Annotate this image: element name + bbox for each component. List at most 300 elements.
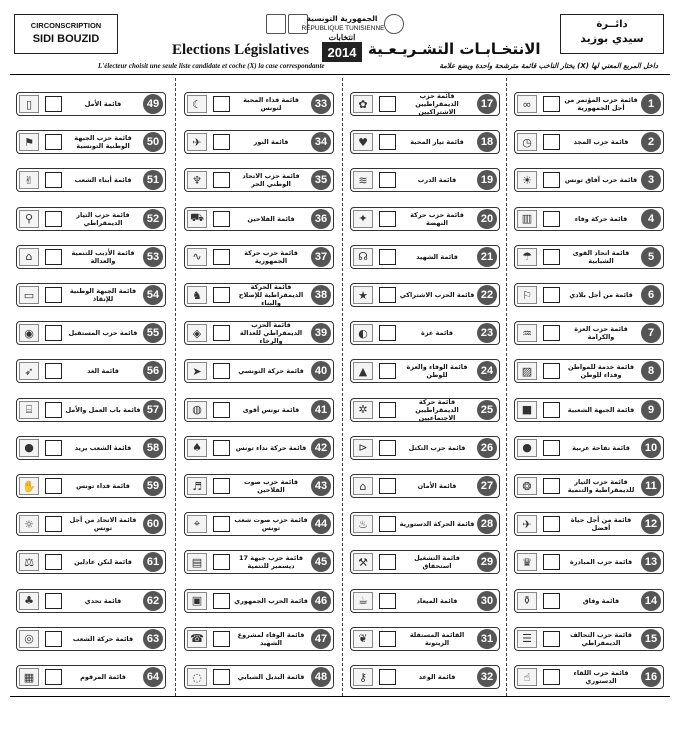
candidate-list-item (350, 283, 500, 307)
list-name: قائمة الحركة الدستورية (399, 520, 475, 529)
list-name: قائمة الحزب الاشتراكي (399, 291, 475, 299)
list-name: قائمة حركة التونسي (238, 367, 304, 376)
list-number-badge: 45 (311, 552, 331, 572)
vote-checkbox[interactable] (379, 554, 396, 570)
blue-bird-icon: ✦ (353, 210, 373, 228)
candidate-list-item (514, 321, 664, 345)
vote-checkbox[interactable] (379, 593, 396, 609)
list-number-badge: 61 (143, 552, 163, 572)
candidate-list-item (184, 512, 334, 536)
candidate-list-item (184, 589, 334, 613)
list-name: قائمة تحدي (84, 596, 122, 605)
list-name: قائمة الأمل (84, 100, 122, 108)
vote-checkbox[interactable] (213, 325, 230, 341)
list-number-badge: 24 (477, 361, 497, 381)
list-number-badge: 5 (641, 247, 661, 267)
list-number-badge: 27 (477, 476, 497, 496)
list-name: قائمة حزب المستقبل (68, 329, 138, 338)
list-number-badge: 7 (641, 323, 661, 343)
arrow-icon: ➤ (187, 362, 207, 380)
vote-checkbox[interactable] (45, 211, 62, 227)
candidate-list-item (16, 589, 166, 613)
olive-icon: ❦ (353, 630, 373, 648)
emblem-icon: ◈ (187, 324, 207, 342)
list-number-badge: 63 (143, 629, 163, 649)
tractor-icon: ⛟ (187, 210, 207, 228)
list-number-badge: 28 (477, 514, 497, 534)
fish-icon: ⊳ (353, 439, 373, 457)
vote-checkbox[interactable] (213, 172, 230, 188)
pattern-icon: ▦ (19, 668, 39, 686)
satellite-icon: ⌖ (187, 515, 207, 533)
fist-icon: ● (19, 439, 39, 457)
candidate-list-item (16, 168, 166, 192)
vote-checkbox[interactable] (543, 325, 560, 341)
glasses-icon: ∞ (517, 95, 537, 113)
vote-checkbox[interactable] (543, 478, 560, 494)
gate-icon: ⌸ (19, 401, 39, 419)
scale-icon: ⚖ (19, 553, 39, 571)
list-number-badge: 17 (477, 94, 497, 114)
vote-checkbox[interactable] (543, 96, 560, 112)
small-flag-icon: ⚐ (517, 286, 537, 304)
wafa-logo-icon: ▥ (517, 210, 537, 228)
list-number-badge: 51 (143, 170, 163, 190)
candidate-list-item (16, 283, 166, 307)
wave-icon: ∿ (187, 248, 207, 266)
header-divider (10, 74, 670, 75)
list-name: قائمة حزب التيار للديمقراطية والتنمية (567, 478, 635, 494)
vote-checkbox[interactable] (379, 402, 396, 418)
victory-icon: ✌ (19, 171, 39, 189)
candidate-list-item (184, 283, 334, 307)
vase-icon: ⚱ (517, 592, 537, 610)
list-number-badge: 52 (143, 209, 163, 229)
candidate-list-item (184, 321, 334, 345)
vote-checkbox[interactable] (379, 134, 396, 150)
candidate-list-item (184, 359, 334, 383)
house-icon: ⌂ (353, 477, 373, 495)
instruction-fr: L'électeur choisit une seule liste candidate et coche (X) la case correspondante (98, 62, 325, 70)
list-name: قائمة باب العمل والأمل (65, 405, 141, 414)
list-name: قائمة التشغيل استحقاق (414, 554, 460, 571)
vote-checkbox[interactable] (543, 516, 560, 532)
list-number-badge: 19 (477, 170, 497, 190)
vote-checkbox[interactable] (45, 249, 62, 265)
candidate-list-item (16, 92, 166, 116)
lightbulb-icon: ☼ (19, 515, 39, 533)
vote-checkbox[interactable] (213, 96, 230, 112)
vote-checkbox[interactable] (45, 516, 62, 532)
list-number-badge: 20 (477, 209, 497, 229)
list-name: قائمة حزب حركة الجمهورية (244, 248, 298, 265)
candidate-list-item (350, 130, 500, 154)
vote-checkbox[interactable] (379, 631, 396, 647)
palm-icon: ♠ (187, 439, 207, 457)
list-number-badge: 46 (311, 591, 331, 611)
list-name: قائمة الشعب يريد (74, 443, 132, 452)
candidate-list-item (350, 550, 500, 574)
text-logo-icon: ☰ (517, 630, 537, 648)
list-name: قائمة الجبهة الشعبية (567, 405, 635, 414)
candidate-list-item (184, 130, 334, 154)
vote-checkbox[interactable] (543, 287, 560, 303)
list-number-badge: 8 (641, 361, 661, 381)
candidate-list-item (184, 436, 334, 460)
vote-checkbox[interactable] (543, 402, 560, 418)
vote-checkbox[interactable] (213, 249, 230, 265)
list-number-badge: 42 (311, 438, 331, 458)
circle-logo-icon: ◉ (19, 324, 39, 342)
list-name: قائمة عزة (420, 329, 454, 338)
flag-icon: ⚑ (19, 133, 39, 151)
vote-checkbox[interactable] (543, 211, 560, 227)
candidate-list-item (184, 665, 334, 689)
list-number-badge: 47 (311, 629, 331, 649)
list-name: قائمة الأمان (417, 482, 457, 490)
vote-checkbox[interactable] (45, 325, 62, 341)
vote-checkbox[interactable] (45, 96, 62, 112)
tree-icon: ♣ (19, 592, 39, 610)
vote-checkbox[interactable] (379, 440, 396, 456)
list-number-badge: 50 (143, 132, 163, 152)
list-name: قائمة الحزب الجمهوري (234, 596, 308, 605)
torch-icon: ♨ (353, 515, 373, 533)
isie-logo-icon (266, 14, 286, 34)
map-icon: ◍ (187, 401, 207, 419)
list-name: قائمة البديل الشبابي (237, 673, 305, 681)
candidate-list-item (514, 130, 664, 154)
vote-checkbox[interactable] (379, 249, 396, 265)
vote-checkbox[interactable] (45, 363, 62, 379)
list-number-badge: 25 (477, 400, 497, 420)
candidate-list-item (350, 359, 500, 383)
list-name: قائمة الوفاء لمشروع الشهيد (237, 630, 305, 647)
vote-checkbox[interactable] (45, 440, 62, 456)
circonscription-ar-value: سيدي بوزيد (580, 32, 644, 45)
candidate-list-item (350, 512, 500, 536)
hand-up-icon: ☝ (517, 668, 537, 686)
round-emblem-icon: ❂ (517, 477, 537, 495)
list-number-badge: 11 (641, 476, 661, 496)
logo-top-text: انتخابات (328, 33, 356, 42)
vote-checkbox[interactable] (379, 669, 396, 685)
rooster-icon: ♬ (187, 477, 207, 495)
candidate-list-item (514, 92, 664, 116)
list-name: قائمة لنكن عادلين (74, 558, 132, 567)
list-number-badge: 23 (477, 323, 497, 343)
list-number-badge: 14 (641, 591, 661, 611)
list-name: قائمة فداء المحبة لتونس (243, 96, 299, 112)
list-name: قائمة وفاق (582, 596, 620, 605)
vote-checkbox[interactable] (379, 96, 396, 112)
candidate-list-item (16, 436, 166, 460)
vote-checkbox[interactable] (543, 669, 560, 685)
list-name: قائمة أبناء الشعب (74, 176, 132, 185)
list-number-badge: 58 (143, 438, 163, 458)
list-name: قائمة حزب التحالف الديمقراطي (570, 630, 632, 647)
list-name: قائمة حزب صوت الفلاحين (243, 478, 299, 494)
vote-checkbox[interactable] (543, 554, 560, 570)
candidate-list-item (350, 92, 500, 116)
candidate-list-item (16, 359, 166, 383)
vote-checkbox[interactable] (379, 287, 396, 303)
phone-icon: ☎ (187, 630, 207, 648)
list-name: قائمة تونس أقوى (242, 405, 300, 414)
list-name: قائمة الأدبب للتنمية والعدالة (71, 248, 135, 265)
list-name: قائمة المرقوم (80, 673, 126, 681)
hands-icon: ☊ (353, 248, 373, 266)
list-number-badge: 22 (477, 285, 497, 305)
list-name: قائمة حزب المؤتمر من أجل الجمهورية (564, 96, 638, 112)
candidate-list-item (16, 207, 166, 231)
list-number-badge: 41 (311, 400, 331, 420)
list-number-badge: 38 (311, 285, 331, 305)
vote-checkbox[interactable] (213, 134, 230, 150)
candidate-list-item (184, 168, 334, 192)
vote-checkbox[interactable] (543, 440, 560, 456)
candidate-list-item (350, 168, 500, 192)
vote-checkbox[interactable] (45, 554, 62, 570)
list-name: قائمة الفلاحين (247, 214, 295, 223)
sun-icon: ☀ (517, 171, 537, 189)
vote-checkbox[interactable] (45, 478, 62, 494)
vote-checkbox[interactable] (543, 134, 560, 150)
horse-icon: ♞ (187, 286, 207, 304)
vote-checkbox[interactable] (213, 516, 230, 532)
ballot-header (0, 0, 680, 78)
candidate-list-item (350, 474, 500, 498)
candidate-list-item (350, 398, 500, 422)
candidate-list-item (184, 398, 334, 422)
candidate-list-item (514, 436, 664, 460)
candidate-list-item (16, 512, 166, 536)
globe-icon: ◐ (353, 324, 373, 342)
road-icon: ≋ (353, 171, 373, 189)
list-number-badge: 60 (143, 514, 163, 534)
list-number-badge: 43 (311, 476, 331, 496)
landscape-icon: ▲ (353, 362, 373, 380)
candidate-list-item (184, 207, 334, 231)
list-name: قائمة حزب جبهة 17 ديسمبر للتنمية (238, 554, 304, 571)
star-icon: ★ (353, 286, 373, 304)
list-number-badge: 6 (641, 285, 661, 305)
list-number-badge: 12 (641, 514, 661, 534)
republic-ar: الجمهورية التونسية (306, 14, 378, 23)
mosque-icon: ⌂ (19, 248, 39, 266)
list-name: قائمة النور (253, 138, 289, 147)
circonscription-box-ar (560, 14, 664, 54)
vote-checkbox[interactable] (213, 402, 230, 418)
list-number-badge: 57 (143, 400, 163, 420)
list-number-badge: 13 (641, 552, 661, 572)
banner-icon: ▭ (19, 286, 39, 304)
candidate-list-item (184, 627, 334, 651)
candidate-list-item (514, 283, 664, 307)
list-name: قائمة الميعاد (416, 596, 458, 605)
list-name: قائمة حزب آفاق تونس (564, 176, 638, 185)
list-name: قائمة حزب المبادرة (569, 558, 633, 567)
vote-checkbox[interactable] (45, 593, 62, 609)
list-number-badge: 4 (641, 209, 661, 229)
list-name: قائمة الجبهة الوطنية للإنقاذ (69, 287, 137, 303)
list-name: قائمة حزب الجبهة الوطنية التونسية (74, 134, 132, 151)
candidate-list-item (16, 398, 166, 422)
vote-checkbox[interactable] (379, 363, 396, 379)
list-name: قائمة الدرب (417, 176, 457, 185)
list-name: قائمة حزب اللقاء الدستوري (573, 669, 629, 685)
circonscription-value: SIDI BOUZID (32, 33, 100, 45)
candidate-list-item (514, 474, 664, 498)
list-name: قائمة تيار المحبة (410, 138, 464, 147)
vote-checkbox[interactable] (213, 478, 230, 494)
vote-checkbox[interactable] (45, 134, 62, 150)
title-ar: الانتخـابـات التشـريـعـية (368, 40, 541, 58)
vote-checkbox[interactable] (379, 172, 396, 188)
vote-checkbox[interactable] (379, 211, 396, 227)
vote-checkbox[interactable] (45, 631, 62, 647)
candidate-list-item (184, 92, 334, 116)
circonscription-label: CIRCONSCRIPTION (30, 21, 102, 30)
square-logo-icon: ■ (517, 401, 537, 419)
candidate-list-item (350, 627, 500, 651)
list-number-badge: 26 (477, 438, 497, 458)
apple-icon: ● (517, 439, 537, 457)
list-number-badge: 40 (311, 361, 331, 381)
logo-year: 2014 (327, 45, 357, 60)
spiral-icon: ◌ (187, 668, 207, 686)
mushroom-icon: ☂ (517, 248, 537, 266)
footer-divider (10, 696, 670, 697)
list-number-badge: 35 (311, 170, 331, 190)
instruction-ar: يختار الناخب قائمة مترشحة واحدة ويضع علامة (X) داخل المربع المعني لها (439, 62, 658, 70)
candidate-list-item (350, 665, 500, 689)
candidate-list-item (16, 130, 166, 154)
republic-fr: RÉPUBLIQUE TUNISIENNE (301, 25, 385, 32)
vote-checkbox[interactable] (213, 211, 230, 227)
list-name: قائمة حزب المجد (573, 138, 629, 147)
column-separator (506, 78, 507, 696)
list-number-badge: 36 (311, 209, 331, 229)
list-name: قائمة خدمة للمواطن وفداء للوطن (567, 363, 635, 380)
list-number-badge: 64 (143, 667, 163, 687)
candidate-list-item (514, 665, 664, 689)
vote-checkbox[interactable] (45, 287, 62, 303)
vote-checkbox[interactable] (379, 478, 396, 494)
vote-checkbox[interactable] (213, 631, 230, 647)
list-name: قائمة فداء تونس (76, 482, 130, 490)
list-number-badge: 29 (477, 552, 497, 572)
vote-checkbox[interactable] (379, 516, 396, 532)
list-name: قائمة الحركة الديمقراطية للإصلاح والبناء (238, 283, 304, 307)
candidate-list-item (184, 245, 334, 269)
vote-checkbox[interactable] (213, 287, 230, 303)
vote-checkbox[interactable] (213, 440, 230, 456)
candidate-list-item (184, 550, 334, 574)
list-number-badge: 56 (143, 361, 163, 381)
eagle-icon: ♆ (187, 171, 207, 189)
vote-checkbox[interactable] (379, 325, 396, 341)
list-number-badge: 1 (641, 94, 661, 114)
door-icon: ▯ (19, 95, 39, 113)
list-number-badge: 59 (143, 476, 163, 496)
bird-icon: ➶ (19, 362, 39, 380)
candidate-list-item (514, 589, 664, 613)
candidate-list-item (350, 436, 500, 460)
coat-of-arms-icon (384, 14, 404, 34)
list-number-badge: 37 (311, 247, 331, 267)
list-number-badge: 33 (311, 94, 331, 114)
vote-checkbox[interactable] (543, 249, 560, 265)
vote-checkbox[interactable] (45, 669, 62, 685)
dove-icon: ✈ (187, 133, 207, 151)
list-number-badge: 21 (477, 247, 497, 267)
vote-checkbox[interactable] (543, 631, 560, 647)
title-fr: Elections Législatives (172, 42, 310, 58)
candidate-list-item (16, 245, 166, 269)
vote-checkbox[interactable] (213, 554, 230, 570)
list-number-badge: 49 (143, 94, 163, 114)
candidate-list-item (514, 550, 664, 574)
list-name: قائمة اتحاد القوى الشبابية (572, 248, 630, 265)
crescent-icon: ☾ (187, 95, 207, 113)
vote-checkbox[interactable] (45, 402, 62, 418)
list-number-badge: 44 (311, 514, 331, 534)
vote-checkbox[interactable] (213, 593, 230, 609)
list-number-badge: 62 (143, 591, 163, 611)
teapot-icon: ☕ (353, 592, 373, 610)
list-name: قائمة حزب الاتحاد الوطني الحر (242, 172, 300, 189)
vote-checkbox[interactable] (213, 669, 230, 685)
list-number-badge: 48 (311, 667, 331, 687)
list-number-badge: 30 (477, 591, 497, 611)
rose-icon: ✿ (353, 95, 373, 113)
list-number-badge: 54 (143, 285, 163, 305)
handshake-icon: ♒ (517, 324, 537, 342)
candidate-list-item (514, 207, 664, 231)
vote-checkbox[interactable] (543, 593, 560, 609)
photo-icon: ▨ (517, 362, 537, 380)
list-name: قائمة تفاحة عربية (572, 443, 630, 452)
vote-checkbox[interactable] (213, 363, 230, 379)
list-name: القائمة المستقلة الزيتونة (409, 630, 465, 647)
hand-icon: ✋ (19, 477, 39, 495)
list-name: قائمة الشهيد (416, 252, 458, 261)
heart-icon: ♥ (353, 133, 373, 151)
list-name: قائمة حركة الديمقراطيين الاجتماعيين (415, 397, 459, 422)
list-number-badge: 31 (477, 629, 497, 649)
list-number-badge: 15 (641, 629, 661, 649)
key-icon: ⚷ (353, 668, 373, 686)
vote-checkbox[interactable] (543, 363, 560, 379)
circonscription-box-fr (14, 14, 118, 54)
list-name: قائمة الوفاء والعزة للوطن (406, 363, 468, 380)
candidate-list-item (350, 589, 500, 613)
vote-checkbox[interactable] (45, 172, 62, 188)
list-number-badge: 55 (143, 323, 163, 343)
wrench-icon: ⚒ (353, 553, 373, 571)
elections-2014-logo (322, 33, 362, 62)
eagle-head-icon: ♛ (517, 553, 537, 571)
candidate-list-item (16, 665, 166, 689)
candidate-list-item (514, 512, 664, 536)
bicycle-icon: ⚲ (19, 210, 39, 228)
party-logo-icon: ▣ (187, 592, 207, 610)
candidate-list-item (184, 474, 334, 498)
column-separator (342, 78, 343, 696)
vote-checkbox[interactable] (543, 172, 560, 188)
column-separator (175, 78, 176, 696)
